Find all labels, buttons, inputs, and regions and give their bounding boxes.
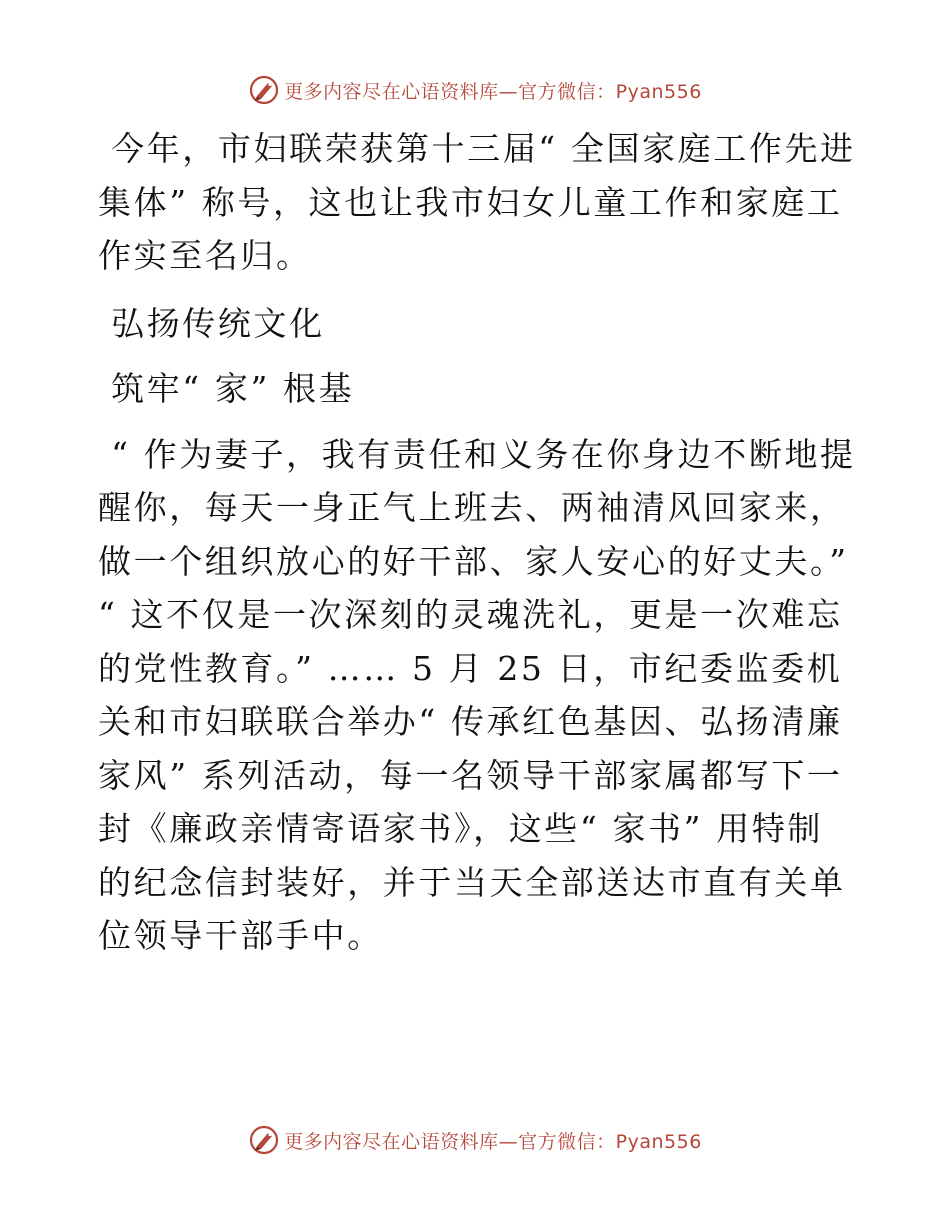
document-body <box>98 122 862 963</box>
footer-banner <box>0 1120 950 1160</box>
banner-text: 更多内容尽在心语资料库—官方微信：Pyan556 <box>284 80 702 103</box>
paragraph-intro: 今年，市妇联荣获第十三届“ 全国家庭工作先进集体” 称号，这也让我市妇女儿童工作和家庭工作实至名归。 <box>98 129 856 275</box>
section-heading-line-1: 弘扬传统文化 <box>98 303 325 343</box>
section-heading-line-2: 筑牢“ 家” 根基 <box>98 369 355 408</box>
paragraph-family-letters: “ 作为妻子，我有责任和义务在你身边不断地提醒你，每天一身正气上班去、两袖清风回家来，做一个组织放心的好干部、家人安心的好丈夫。” “ 这不仅是一次深刻的灵魂洗礼，更是一次难忘的党性教育。” …… 5 月 25 日，市纪委监委机关和市妇联联合举办“ 传承红色基因、弘扬清廉家风” 系列活动，每一名领导干部家属都写下一封《廉政亲情寄语家书》，这些“ 家书” 用特制的纪念信封装好，并于当天全部送达市直有关单位领导干部手中。 <box>98 434 862 955</box>
pen-logo-icon <box>248 1124 280 1156</box>
pen-logo-icon <box>248 74 280 106</box>
banner-text: 更多内容尽在心语资料库—官方微信：Pyan556 <box>284 1130 702 1153</box>
header-banner <box>0 70 950 110</box>
